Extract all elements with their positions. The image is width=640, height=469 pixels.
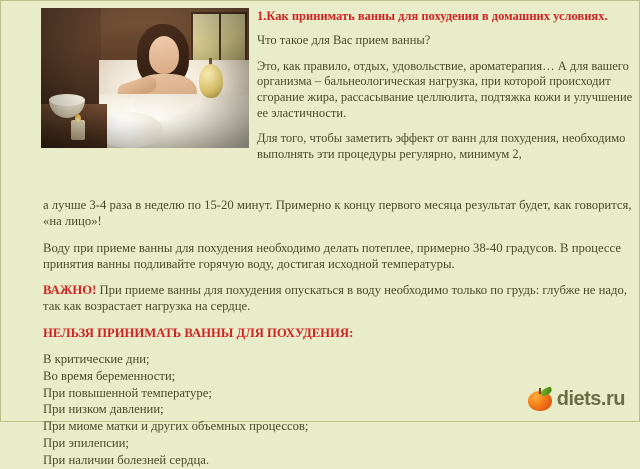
water-paragraph: Воду при приеме ванны для похудения необходимо делать потеплее, примерно 38-40 градусов. В процессе принятия ванны подливайте горячую воду, достигая исходной температуры. [43, 240, 621, 271]
intro-answer: Это, как правило, отдых, удовольствие, ароматерапия… А для вашего организма – бальнеологическая нагрузка, при которой происходит сгорание жира, рассасывание целлюлита, подтяжка кожи и улучшение ее эластичности. [257, 58, 633, 120]
list-item: При эпилепсии; [43, 436, 129, 451]
site-logo-text: diets.ru [556, 387, 625, 410]
effect-paragraph-head: Для того, чтобы заметить эффект от ванн для похудения, необходимо выполнять эти процедуры регулярно, минимум 2, [257, 131, 626, 161]
list-item: При низком давлении; [43, 402, 164, 417]
forbidden-heading: НЕЛЬЗЯ ПРИНИМАТЬ ВАННЫ ДЛЯ ПОХУДЕНИЯ: [43, 325, 354, 340]
important-label: ВАЖНО! [43, 283, 97, 297]
important-paragraph [43, 282, 633, 315]
intro-question: Что такое для Вас прием ванны? [257, 33, 431, 47]
list-item: Во время беременности; [43, 368, 176, 383]
apple-icon [528, 387, 552, 411]
list-item: При миоме матки и других объемных процессов; [43, 419, 309, 434]
list-item: При повышенной температуре; [43, 385, 212, 400]
article-title: 1.Как принимать ванны для похудения в домашних условиях. [257, 9, 608, 23]
article-photo [41, 8, 249, 148]
effect-paragraph-tail: а лучше 3-4 раза в неделю по 15-20 минут. Примерно к концу первого месяца результат будет, как говорится, «на лицо»! [43, 198, 632, 229]
important-text: При приеме ванны для похудения опускаться в воду необходимо только по грудь: глубже не надо, так как возрастает нагрузка на сердце. [43, 283, 627, 314]
site-logo [528, 387, 625, 411]
list-item: В критические дни; [43, 351, 150, 366]
photo-vignette [41, 8, 249, 148]
article-body [43, 148, 633, 469]
list-item: При наличии болезней сердца. [43, 453, 210, 468]
